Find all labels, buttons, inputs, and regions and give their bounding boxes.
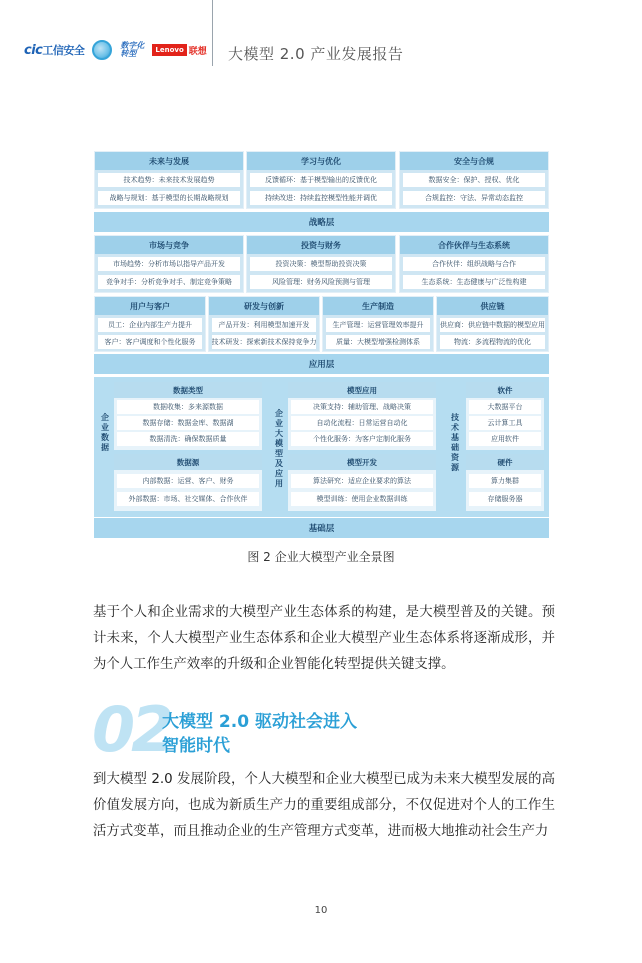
data-type-box: [114, 382, 262, 450]
panel-item: 市场趋势：分析市场以指导产品开发: [98, 257, 240, 271]
sub-title: 数据类型: [114, 382, 262, 398]
sub-item: 内部数据：运营、客户、财务: [117, 474, 259, 488]
panel-item: 客户：客户调度和个性化服务: [98, 335, 202, 349]
sub-item: 应用软件: [469, 432, 541, 446]
sub-item: 外部数据：市场、社交媒体、合作伙伴: [117, 492, 259, 506]
cic-logo-text: cic: [24, 43, 43, 58]
panel-item: 员工：企业内部生产力提升: [98, 318, 202, 332]
panel-title: 供应链: [437, 297, 548, 315]
panel-title: 生产制造: [323, 297, 433, 315]
app-panel-manufacturing: [322, 296, 434, 352]
app-panel-users: [94, 296, 206, 352]
sub-item: 数据存储：数据金库、数据湖: [117, 416, 259, 430]
panel-item: 竞争对手：分析竞争对手、制定竞争策略: [98, 275, 240, 289]
sub-title: 硬件: [466, 454, 544, 470]
lenovo-logo: [152, 44, 206, 57]
panel-title: 学习与优化: [247, 152, 395, 170]
sub-item: 存储服务器: [469, 492, 541, 506]
figure-caption: 图 2 企业大模型产业全景图: [247, 550, 395, 564]
panel-item: 技术研发：探索新技术保持竞争力: [212, 335, 316, 349]
panel-item: 合规监控：守法、异常动态监控: [403, 191, 545, 205]
strategy-panel-learning: [246, 151, 396, 209]
panel-item: 质量：大模型增强检测体系: [326, 335, 430, 349]
panel-item: 战略与规划：基于模型的长期战略规划: [98, 191, 240, 205]
sub-title: 模型开发: [288, 454, 436, 470]
paragraph-2: 到大模型 2.0 发展阶段，个人大模型和企业大模型已成为未来大模型发展的高价值发展方向，也成为新质生产力的重要组成部分，不仅促进对个人的工作生活方式变革，而且推动企业的生产管理方式变革，进而极大地推动社会生产力: [93, 772, 555, 839]
application-layer-band: 应用层: [94, 354, 549, 374]
paragraph-1: 基于个人和企业需求的大模型产业生态体系的构建，是大模型普及的关键。预计未来，个人大模型产业生态体系和企业大模型产业生态体系将逐渐成形，并为个人工作生产效率的升级和企业智能化转型提供关键支撑。: [93, 605, 555, 672]
sub-item: 算法研究：适应企业要求的算法: [291, 474, 433, 488]
panel-title: 用户与客户: [95, 297, 205, 315]
panel-item: 风险管理：财务风险预测与管理: [250, 275, 392, 289]
lenovo-logo-cn: 联想: [188, 46, 207, 57]
header-divider: [212, 0, 213, 66]
panel-title: 合作伙伴与生态系统: [400, 236, 548, 254]
app-panel-supply-chain: [436, 296, 549, 352]
sub-title: 数据源: [114, 454, 262, 470]
tech-resources-label: 技术基础资源: [451, 413, 459, 472]
industry-landscape-figure: [94, 151, 549, 538]
sub-item: 大数据平台: [469, 400, 541, 414]
sub-item: 云计算工具: [469, 416, 541, 430]
software-box: [466, 382, 544, 450]
data-source-box: [114, 454, 262, 511]
section-title-line-1: 大模型 2.0 驱动社会进入: [162, 712, 357, 732]
panel-title: 研发与创新: [209, 297, 319, 315]
shuzi-logo: 数字化 转型: [120, 41, 145, 58]
panel-item: 生产管理：运营管理效率提升: [326, 318, 430, 332]
report-title: 大模型 2.0 产业发展报告: [228, 45, 404, 63]
partner-logos: [24, 38, 207, 62]
sub-item: 个性化服务：为客户定制化服务: [291, 432, 433, 446]
sub-title: 软件: [466, 382, 544, 398]
strategy-layer-band: 战略层: [94, 212, 549, 232]
section-title-line-2: 智能时代: [162, 736, 230, 756]
app-panel-rnd: [208, 296, 320, 352]
model-development-box: [288, 454, 436, 511]
panel-item: 供应商：供应链中数据的模型应用: [440, 318, 545, 332]
panel-item: 投资决策：模型帮助投资决策: [250, 257, 392, 271]
cic-logo: [24, 42, 84, 58]
page-header: [0, 0, 642, 80]
sub-item: 算力集群: [469, 474, 541, 488]
page-number: 10: [314, 905, 328, 916]
sub-item: 决策支持：辅助管理、战略决策: [291, 400, 433, 414]
lenovo-logo-text: Lenovo: [152, 44, 186, 56]
sub-item: 数据收集：多来源数据: [117, 400, 259, 414]
model-application-box: [288, 382, 436, 450]
panel-title: 投资与财务: [247, 236, 395, 254]
panel-title: 市场与竞争: [95, 236, 243, 254]
base-layer-band: 基础层: [94, 518, 549, 538]
sub-title: 模型应用: [288, 382, 436, 398]
strategy-panel-future: [94, 151, 244, 209]
app-panel-investment: [246, 235, 396, 293]
panel-item: 数据安全：保护、授权、优化: [403, 173, 545, 187]
enterprise-model-label: 企业大模型及应用: [275, 409, 283, 488]
panel-title: 未来与发展: [95, 152, 243, 170]
globe-logo-icon: [92, 40, 112, 60]
section-title: [162, 710, 357, 758]
hardware-box: [466, 454, 544, 511]
panel-item: 物流：多流程物流的优化: [440, 335, 545, 349]
sub-item: 数据清洗：确保数据质量: [117, 432, 259, 446]
panel-item: 技术趋势：未来技术发展趋势: [98, 173, 240, 187]
app-panel-market: [94, 235, 244, 293]
strategy-panel-security: [399, 151, 549, 209]
section-number: 02: [92, 693, 171, 766]
cic-logo-cn: 工信安全: [42, 44, 85, 57]
panel-item: 产品开发：利用模型加速开发: [212, 318, 316, 332]
sub-item: 自动化流程：日常运营自动化: [291, 416, 433, 430]
app-panel-partners: [399, 235, 549, 293]
panel-item: 持续改进：持续监控模型性能并调优: [250, 191, 392, 205]
panel-item: 生态系统：生态健康与广泛性构建: [403, 275, 545, 289]
sub-item: 模型训练：使用企业数据训练: [291, 492, 433, 506]
panel-title: 安全与合规: [400, 152, 548, 170]
panel-item: 反馈循环：基于模型输出的反馈优化: [250, 173, 392, 187]
panel-item: 合作伙伴：组织战略与合作: [403, 257, 545, 271]
enterprise-data-label: 企业数据: [101, 413, 109, 452]
